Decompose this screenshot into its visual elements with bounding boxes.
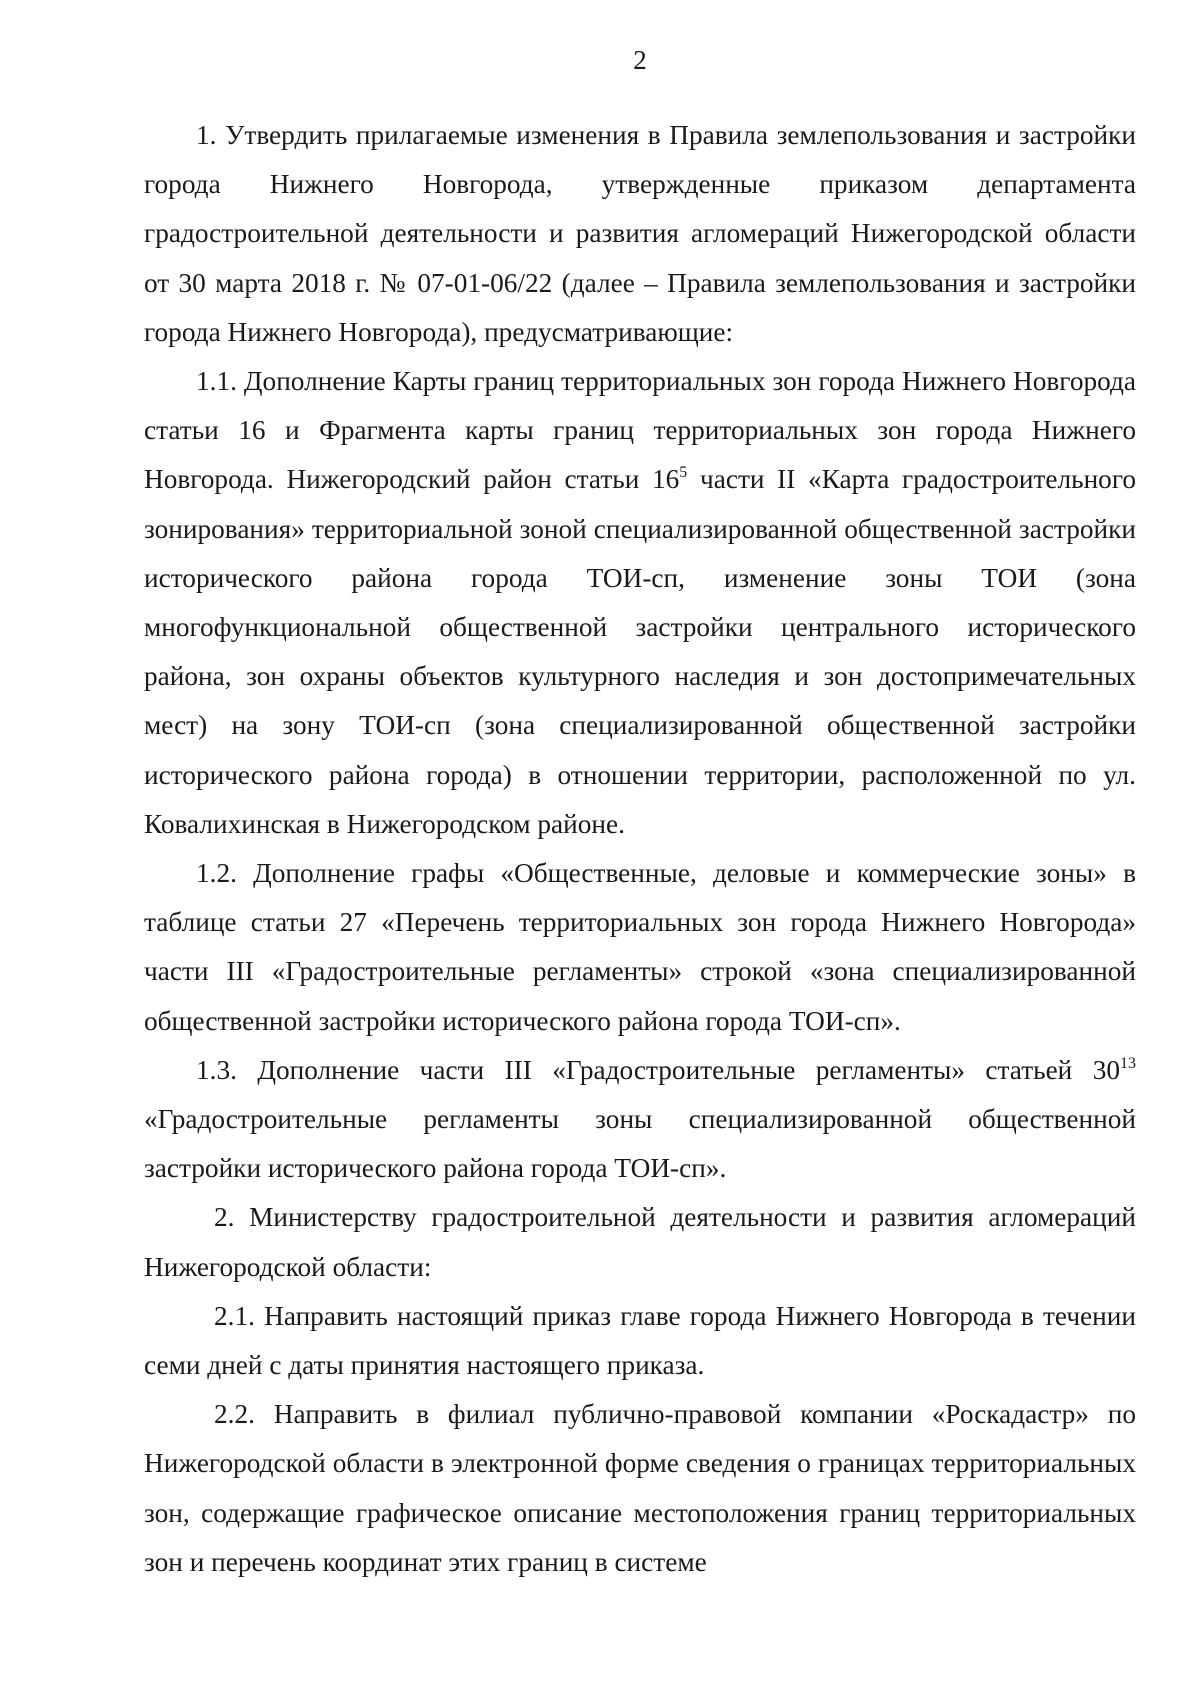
document-body bbox=[144, 111, 1136, 1587]
paragraph-1-1-text-end: части II «Карта градостроительного зонирования» территориальной зоной специализированной общественной застройки исторического района города ТОИ-сп, изменение зоны ТОИ (зона многофункциональной общественной застройки центрального исторического района, зон охраны объектов культурного наследия и зон достопримечательных мест) на зону ТОИ-сп (зона специализированной общественной застройки исторического района города) в отношении территории, расположенной по ул. Ковалихинская в Нижегородском районе. bbox=[144, 464, 1136, 839]
paragraph-1: 1. Утвердить прилагаемые изменения в Правила землепользования и застройки города Нижнего Новгорода, утвержденные приказом департамента градостроительной деятельности и развития агломераций Нижегородской области от 30 марта 2018 г. № 07-01-06/22 (далее – Правила землепользования и застройки города Нижнего Новгорода), предусматривающие: bbox=[144, 120, 1136, 347]
paragraph-1-3 bbox=[144, 1046, 1136, 1194]
paragraph-1-1-superscript: 5 bbox=[679, 464, 688, 482]
paragraph-1-3-text-start: 1.3. Дополнение части III «Градостроительные регламенты» статьей 30 bbox=[196, 1054, 1120, 1085]
paragraph-1-2: 1.2. Дополнение графы «Общественные, деловые и коммерческие зоны» в таблице статьи 27 «Перечень территориальных зон города Нижнего Новгорода» части III «Градостроительные регламенты» строкой «зона специализированной общественной застройки исторического района города ТОИ-сп». bbox=[144, 858, 1136, 1036]
page-number: 2 bbox=[633, 45, 647, 75]
paragraph-2-1: 2.1. Направить настоящий приказ главе города Нижнего Новгорода в течении семи дней с даты принятия настоящего приказа. bbox=[144, 1300, 1136, 1381]
paragraph-1-3-superscript: 13 bbox=[1120, 1054, 1136, 1072]
paragraph-2-2: 2.2. Направить в филиал публично-правовой компании «Роскадастр» по Нижегородской области в электронной форме сведения о границах территориальных зон, содержащие графическое описание местоположения границ территориальных зон и перечень координат этих границ в системе bbox=[144, 1399, 1136, 1577]
paragraph-1-1-text-start: 1.1. Дополнение Карты границ территориальных зон города Нижнего Новгорода статьи 16 и Фрагмента карты границ территориальных зон города Нижнего Новгорода. Нижегородский район статьи 16 bbox=[144, 366, 1136, 495]
paragraph-1-3-text-end: «Градостроительные регламенты зоны специализированной общественной застройки исторического района города ТОИ-сп». bbox=[144, 1104, 1136, 1184]
paragraph-2: 2. Министерству градостроительной деятельности и развития агломераций Нижегородской области: bbox=[144, 1202, 1136, 1282]
paragraph-1-1 bbox=[144, 357, 1136, 849]
